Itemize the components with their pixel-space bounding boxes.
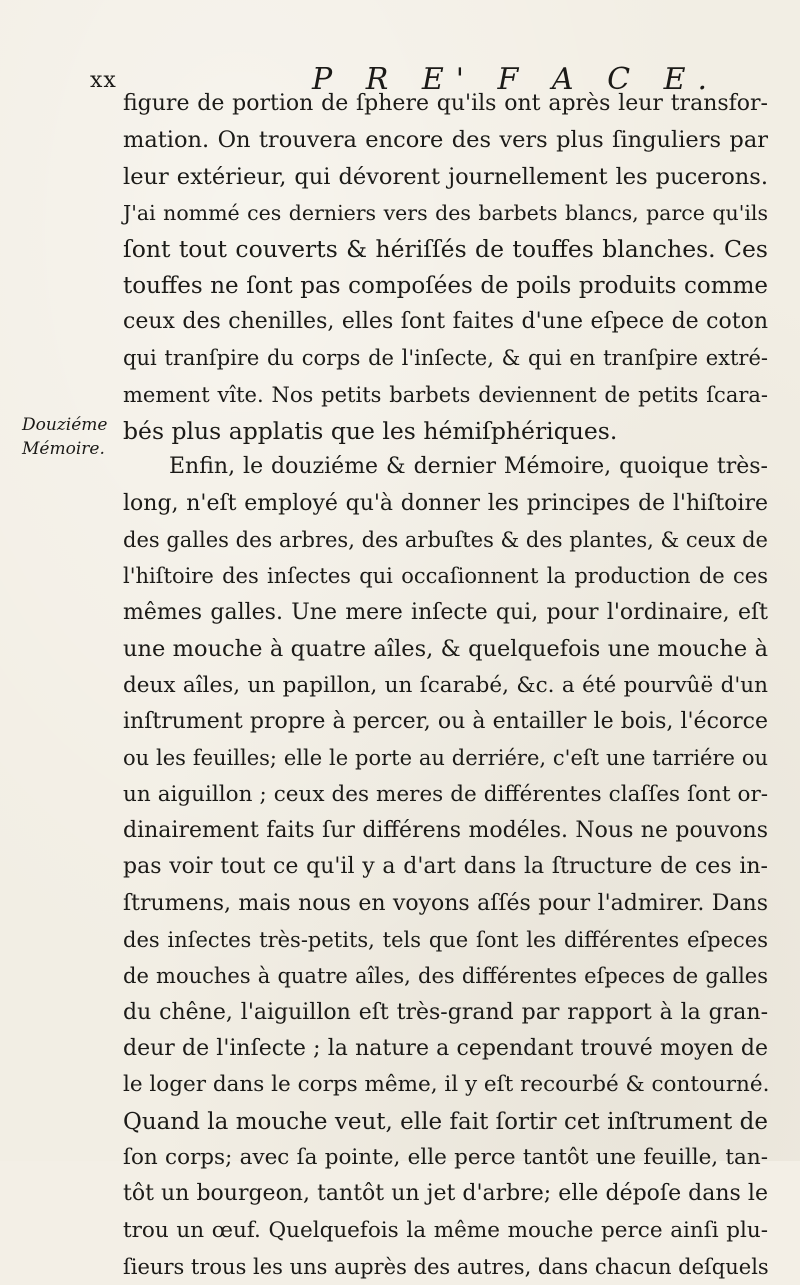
text-line: le loger dans le corps même, il y eſt recourbé & contourné. [123, 1072, 770, 1098]
text-line: mation. On trouvera encore des vers plus ſinguliers par [123, 127, 768, 154]
margin-note-line: Douziéme [22, 415, 108, 435]
text-line: l'hiſtoire des inſectes qui occaſionnent la production de ces [123, 564, 768, 589]
text-line: J'ai nommé ces derniers vers des barbets blancs, parce qu'ils [123, 201, 768, 226]
text-line: ſont tout couverts & hériſſés de touffes blanches. Ces [123, 235, 768, 264]
text-line: trou un œuf. Quelquefois la même mouche perce ainſi plu- [123, 1217, 768, 1243]
text-line: des galles des arbres, des arbuſtes & des plantes, & ceux de [123, 528, 768, 553]
text-line: de mouches à quatre aîles, des différentes eſpeces de galles [123, 964, 768, 989]
page-header [0, 18, 800, 97]
text-line: un aiguillon ; ceux des meres de différentes claſſes ſont or- [123, 781, 768, 807]
margin-note-line: Mémoire. [22, 439, 105, 459]
text-line: touffes ne ſont pas compoſées de poils produits comme [123, 272, 768, 299]
margin-note [22, 413, 108, 461]
page-number: xx [90, 68, 117, 93]
text-line: mêmes galles. Une mere inſecte qui, pour l'ordinaire, eſt [123, 599, 768, 625]
text-line: du chêne, l'aiguillon eſt très-grand par rapport à la gran- [123, 999, 768, 1025]
text-line: leur extérieur, qui dévorent journellement les pucerons. [123, 163, 768, 190]
text-line: long, n'eſt employé qu'à donner les principes de l'hiſtoire [123, 490, 768, 516]
text-line: ſon corps; avec ſa pointe, elle perce tantôt une feuille, tan- [123, 1144, 768, 1170]
text-line: bés plus applatis que les hémiſphériques. [123, 417, 618, 446]
text-line: ceux des chenilles, elles ſont faites d'une eſpece de coton [123, 309, 768, 335]
body-text [123, 86, 768, 1285]
text-line: mement vîte. Nos petits barbets deviennent de petits ſcara- [123, 382, 768, 407]
text-line: qui tranſpire du corps de l'inſecte, & qui en tranſpire extré- [123, 346, 768, 371]
text-line: des inſectes très-petits, tels que ſont les différentes eſpeces [123, 927, 768, 952]
text-line: deux aîles, un papillon, un ſcarabé, &c. a été pourvûë d'un [123, 672, 768, 698]
text-line: ou les feuilles; elle le porte au derriére, c'eſt une tarriére ou [123, 746, 768, 771]
running-title: P R E' F A C E. [312, 62, 720, 97]
text-line: dinairement faits ſur différens modéles. Nous ne pouvons [123, 817, 768, 843]
text-line: Quand la mouche veut, elle fait ſortir cet inſtrument de [123, 1108, 768, 1135]
text-line: tôt un bourgeon, tantôt un jet d'arbre; elle dépoſe dans le [123, 1181, 768, 1207]
text-line: ſtrumens, mais nous en voyons aſſés pour l'admirer. Dans [123, 890, 768, 916]
text-line: pas voir tout ce qu'il y a d'art dans la ſtructure de ces in- [123, 854, 768, 880]
text-line: une mouche à quatre aîles, & quelquefois une mouche à [123, 636, 768, 663]
text-line: figure de portion de ſphere qu'ils ont après leur transfor- [123, 91, 768, 116]
text-line: inſtrument propre à percer, ou à entailler le bois, l'écorce [123, 708, 768, 734]
text-line: deur de l'inſecte ; la nature a cependant trouvé moyen de [123, 1035, 768, 1061]
text-line: ſieurs trous les uns auprès des autres, dans chacun deſquels [123, 1255, 769, 1279]
text-line: Enfin, le douziéme & dernier Mémoire, quoique très- [169, 454, 768, 480]
